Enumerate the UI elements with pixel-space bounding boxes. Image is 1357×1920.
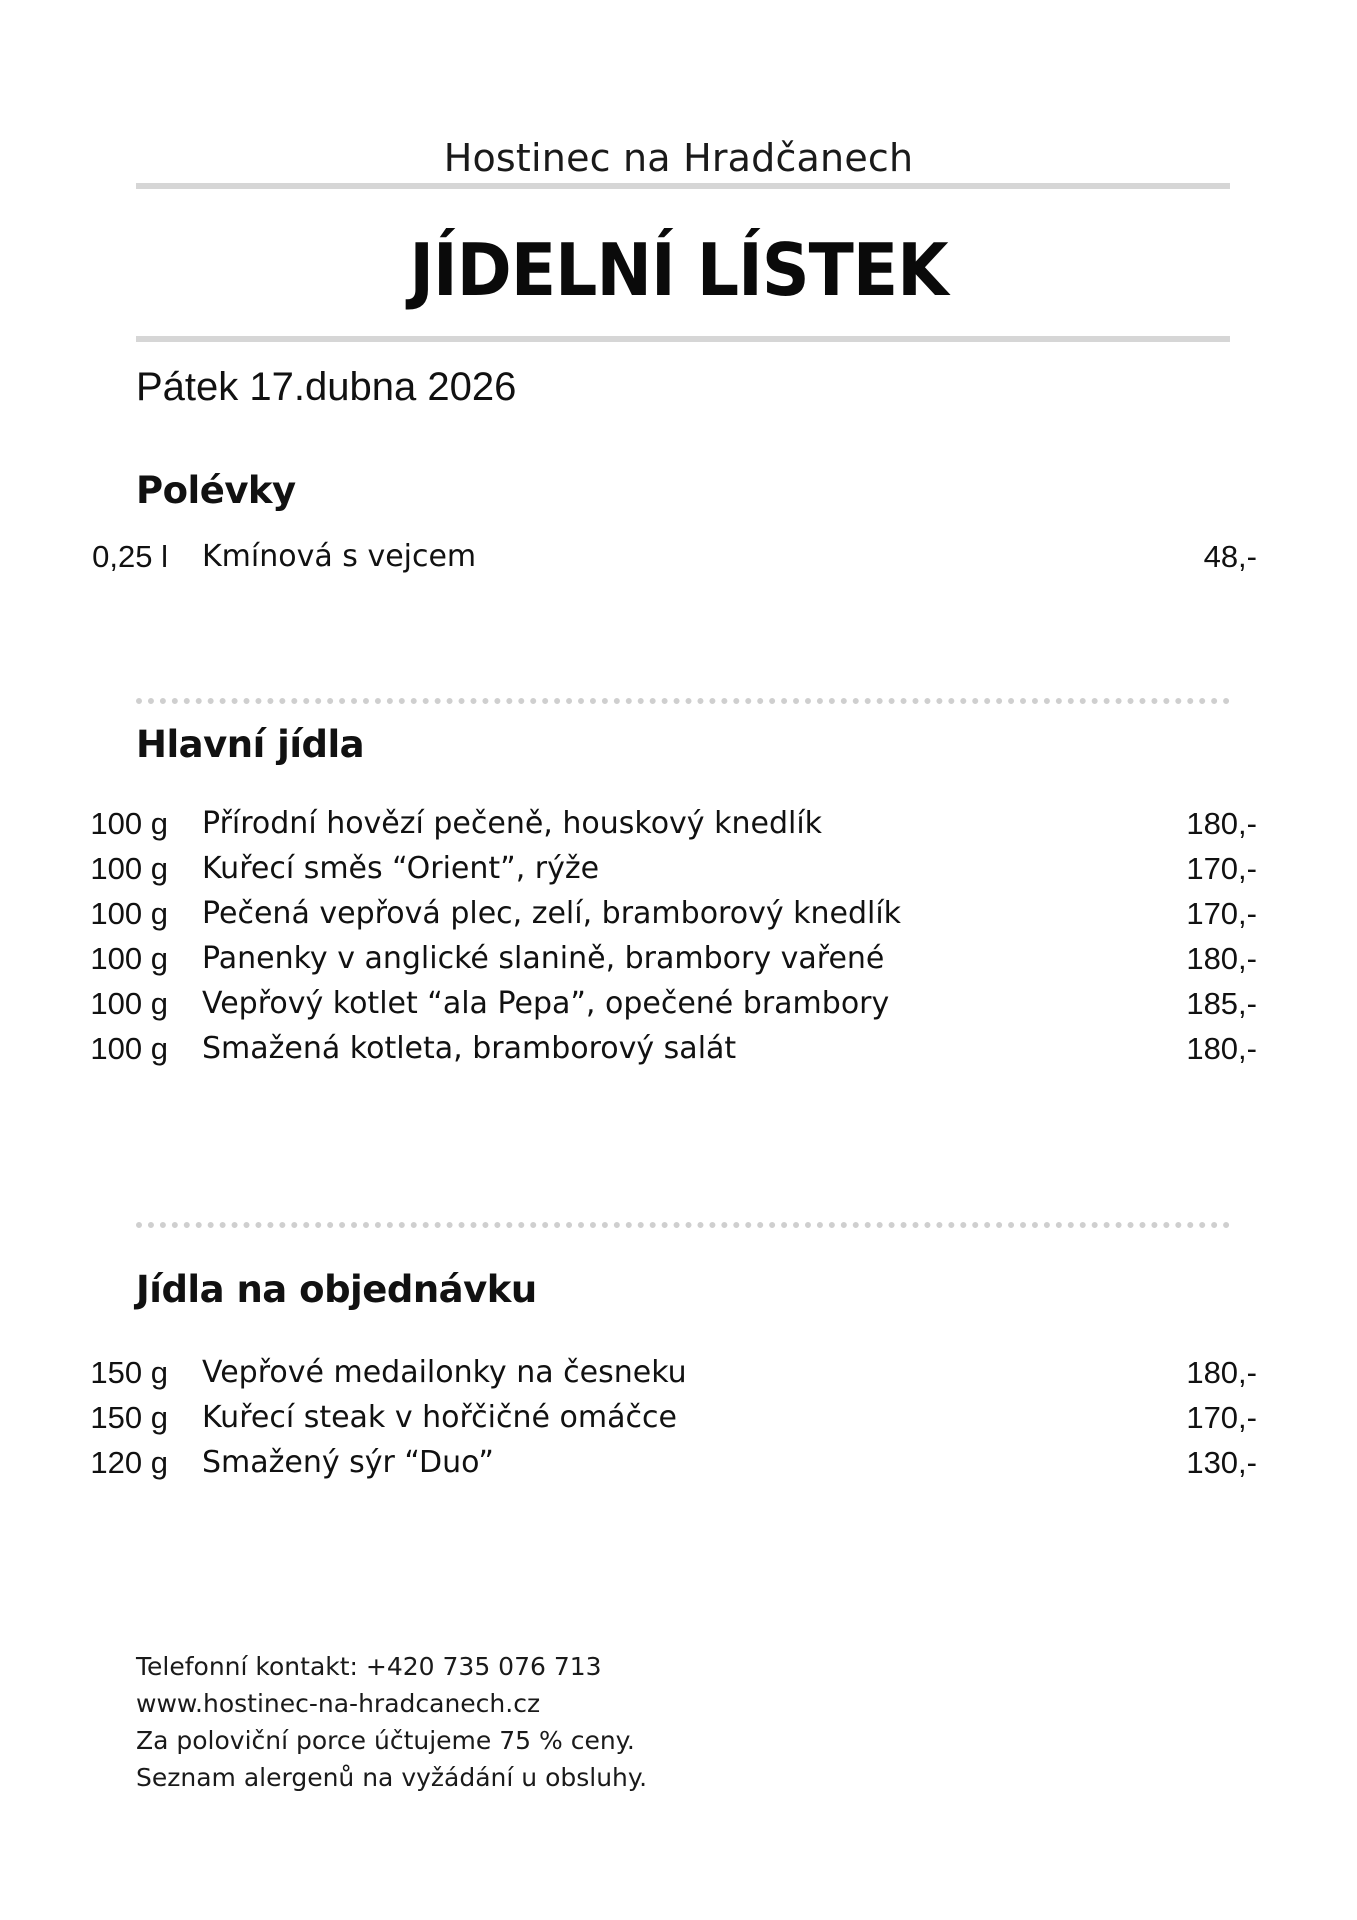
item-price: 180,- bbox=[1186, 1031, 1257, 1066]
footer-website: www.hostinec-na-hradcanech.cz bbox=[136, 1689, 541, 1718]
section-heading-soups: Polévky bbox=[136, 469, 296, 512]
item-price: 180,- bbox=[1186, 1355, 1257, 1390]
item-dish: Přírodní hovězí pečeně, houskový knedlík bbox=[202, 806, 823, 841]
item-quantity: 100 g bbox=[90, 851, 168, 886]
menu-date: Pátek 17.dubna 2026 bbox=[136, 365, 517, 409]
item-price: 48,- bbox=[1203, 539, 1257, 574]
main-dishes-list bbox=[0, 801, 1357, 1071]
list-item bbox=[0, 1026, 1357, 1071]
item-price: 180,- bbox=[1186, 806, 1257, 841]
menu-title: JÍDELNÍ LÍSTEK bbox=[409, 228, 948, 312]
list-item bbox=[0, 1350, 1357, 1395]
item-quantity: 100 g bbox=[90, 1031, 168, 1066]
item-price: 170,- bbox=[1186, 1400, 1257, 1435]
on-order-list bbox=[0, 1350, 1357, 1485]
item-dish: Kuřecí steak v hořčičné omáčce bbox=[202, 1400, 677, 1435]
section-heading-on-order: Jídla na objednávku bbox=[136, 1268, 537, 1311]
list-item bbox=[0, 981, 1357, 1026]
list-item bbox=[0, 891, 1357, 936]
item-price: 180,- bbox=[1186, 941, 1257, 976]
list-item bbox=[0, 534, 1357, 579]
item-dish: Pečená vepřová plec, zelí, bramborový knedlík bbox=[202, 896, 902, 931]
item-quantity: 100 g bbox=[90, 941, 168, 976]
item-price: 170,- bbox=[1186, 851, 1257, 886]
list-item bbox=[0, 801, 1357, 846]
restaurant-name: Hostinec na Hradčanech bbox=[443, 136, 914, 180]
footer bbox=[136, 1648, 647, 1796]
footer-allergens-note: Seznam alergenů na vyžádání u obsluhy. bbox=[136, 1763, 648, 1792]
item-dish: Vepřové medailonky na česneku bbox=[202, 1355, 687, 1390]
item-quantity: 0,25 l bbox=[92, 539, 168, 574]
item-dish: Smažená kotleta, bramborový salát bbox=[202, 1031, 737, 1066]
item-dish: Smažený sýr “Duo” bbox=[202, 1445, 494, 1480]
list-item bbox=[0, 1395, 1357, 1440]
item-quantity: 120 g bbox=[90, 1445, 168, 1480]
item-dish: Vepřový kotlet “ala Pepa”, opečené brambory bbox=[202, 986, 890, 1021]
footer-half-portion-note: Za poloviční porce účtujeme 75 % ceny. bbox=[136, 1726, 635, 1755]
item-dish: Panenky v anglické slanině, brambory vařené bbox=[202, 941, 885, 976]
list-item bbox=[0, 936, 1357, 981]
section-divider bbox=[136, 1222, 1230, 1228]
item-quantity: 100 g bbox=[90, 986, 168, 1021]
list-item bbox=[0, 1440, 1357, 1485]
item-quantity: 150 g bbox=[90, 1355, 168, 1390]
item-dish: Kuřecí směs “Orient”, rýže bbox=[202, 851, 600, 886]
item-price: 185,- bbox=[1186, 986, 1257, 1021]
item-quantity: 100 g bbox=[90, 806, 168, 841]
footer-phone: Telefonní kontakt: +420 735 076 713 bbox=[136, 1652, 602, 1681]
item-quantity: 150 g bbox=[90, 1400, 168, 1435]
item-quantity: 100 g bbox=[90, 896, 168, 931]
item-price: 170,- bbox=[1186, 896, 1257, 931]
section-heading-main-dishes: Hlavní jídla bbox=[136, 723, 365, 766]
soups-list bbox=[0, 534, 1357, 579]
header-divider-top bbox=[136, 183, 1230, 189]
header-divider-bottom bbox=[136, 336, 1230, 342]
item-dish: Kmínová s vejcem bbox=[202, 539, 477, 574]
section-divider bbox=[136, 698, 1230, 704]
item-price: 130,- bbox=[1186, 1445, 1257, 1480]
list-item bbox=[0, 846, 1357, 891]
